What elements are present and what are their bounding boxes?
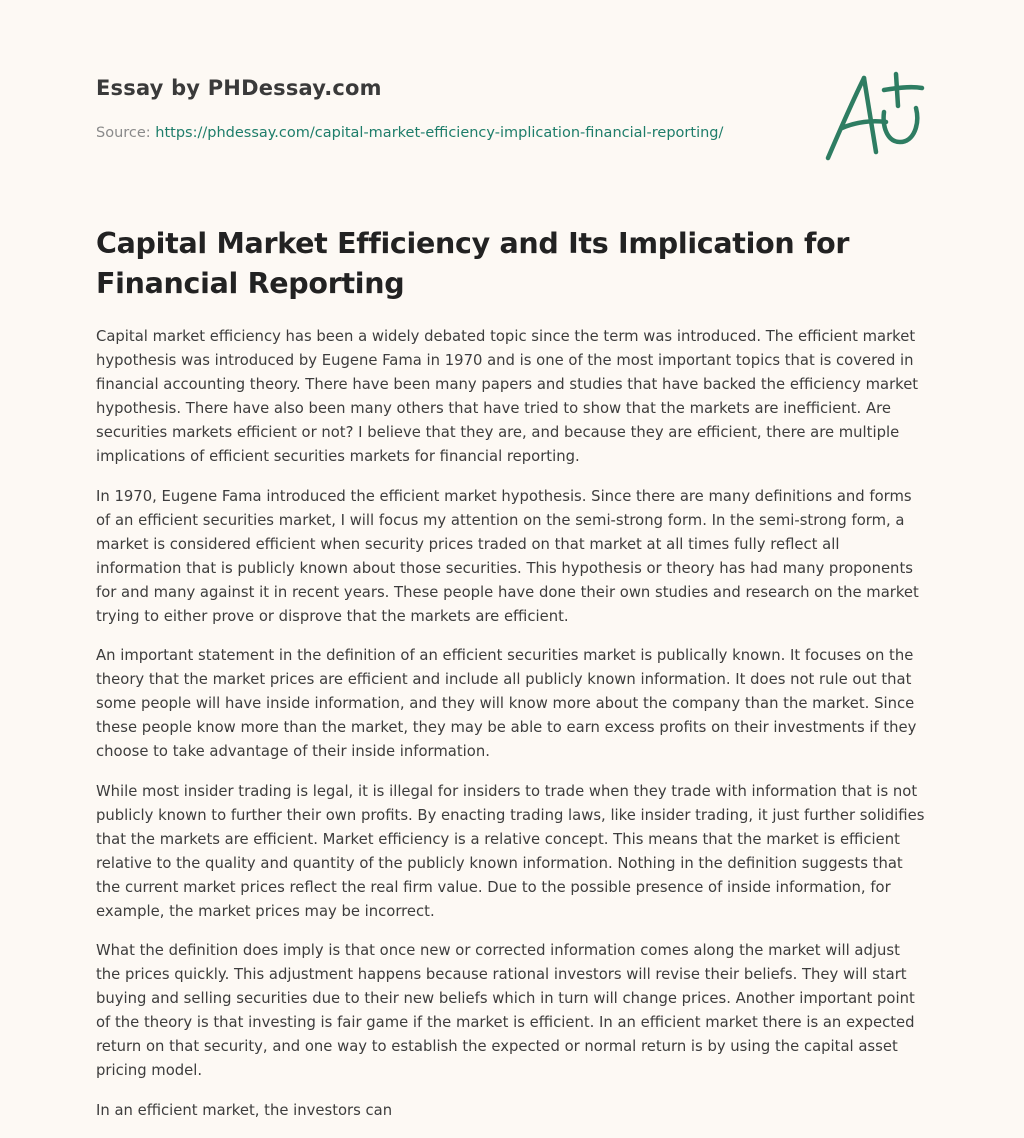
essay-paragraph: In an efficient market, the investors can xyxy=(96,1101,393,1119)
essay-paragraph: What the definition does imply is that once new or corrected information comes along the market will adjust the prices quickly. This adjustment happens because rational investors will revise their beliefs. They will start buying and selling securities due to their new beliefs which in turn will change prices. Another important point of the theory is that investing is fair game if the market is efficient. In an efficient market there is an expected return on that security, and one way to establish the expected or normal return is by using the capital asset pricing model. xyxy=(96,942,915,1079)
essay-paragraph: While most insider trading is legal, it is illegal for insiders to trade when they trade with information that is not publicly known to further their own profits. By enacting trading laws, like insider trading, it just further solidifies that the markets are efficient. Market efficiency is a relative concept. This means that the market is efficient relative to the quality and quantity of the publicly known information. Nothing in the definition suggests that the current market prices reflect the real firm value. Due to the possible presence of inside information, for example, the market prices may be incorrect. xyxy=(96,782,925,920)
brand-title: Essay by PHDessay.com xyxy=(96,76,382,100)
essay-body xyxy=(96,325,926,1138)
essay-paragraph: An important statement in the definition of an efficient securities market is publically known. It focuses on the theory that the market prices are efficient and include all publicly known information. It does not rule out that some people will have inside information, and they will know more about the company than the market. Since these people know more than the market, they may be able to earn excess profits on their investments if they choose to take advantage of their inside information. xyxy=(96,647,917,760)
logo-check-swoosh xyxy=(884,108,918,142)
source-link[interactable]: https://phdessay.com/capital-market-efficiency-implication-financial-reporting/ xyxy=(155,125,724,141)
essay-paragraph: In 1970, Eugene Fama introduced the efficient market hypothesis. Since there are many definitions and forms of an efficient securities market, I will focus my attention on the semi-strong form. In the semi-strong form, a market is considered efficient when security prices traded on that market at all times fully reflect all information that is publicly known about those securities. This hypothesis or theory has had many proponents for and many against it in recent years. These people have done their own studies and research on the market trying to either prove or disprove that the markets are efficient. xyxy=(96,487,919,625)
essay-title: Capital Market Efficiency and Its Implication for Financial Reporting xyxy=(96,227,850,300)
logo-a-right-stroke xyxy=(864,78,876,152)
logo-a-crossbar xyxy=(842,121,886,128)
source-label: Source: xyxy=(96,125,156,141)
source-line xyxy=(96,125,723,141)
essay-paragraph: Capital market efficiency has been a widely debated topic since the term was introduced. The efficient market hypothesis was introduced by Eugene Fama in 1970 and is one of the most important topics that is covered in financial accounting theory. There have been many papers and studies that have backed the efficiency market hypothesis. There have also been many others that have tried to show that the markets are inefficient. Are securities markets efficient or not? I believe that they are, and because they are efficient, there are multiple implications of efficient securities markets for financial reporting. xyxy=(96,328,919,465)
logo-a-left-stroke xyxy=(828,78,864,158)
a-plus-logo-icon xyxy=(824,66,928,164)
logo-plus-horizontal xyxy=(884,87,922,90)
